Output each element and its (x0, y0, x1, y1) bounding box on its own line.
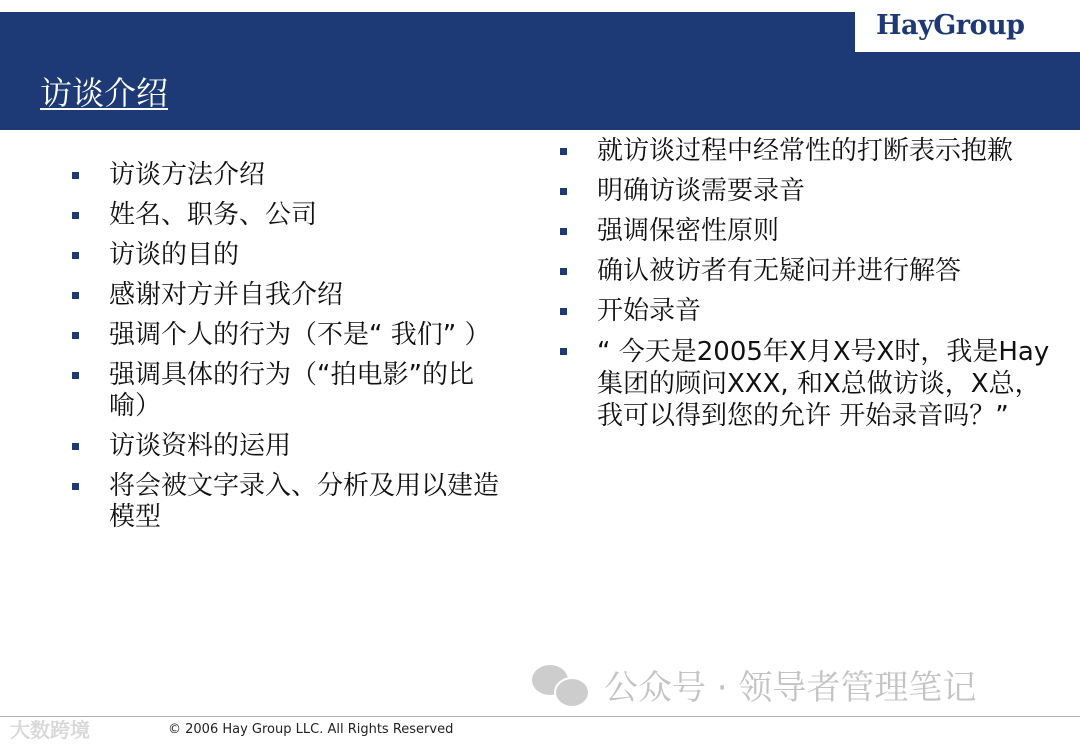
footer-copyright: © 2006 Hay Group LLC. All Rights Reserved (168, 722, 454, 737)
square-bullet-icon (72, 252, 79, 259)
list-item: 确认被访者有无疑问并进行解答 (560, 256, 1050, 287)
list-item: 将会被文字录入、分析及用以建造模型 (72, 471, 512, 533)
list-item: 感谢对方并自我介绍 (72, 280, 512, 311)
square-bullet-icon (560, 308, 567, 315)
square-bullet-icon (72, 332, 79, 339)
square-bullet-icon (72, 443, 79, 450)
watermark-text: 公众号 · 领导者管理笔记 (604, 668, 977, 708)
footer-divider (0, 716, 1080, 717)
square-bullet-icon (560, 148, 567, 155)
right-bullet-list (560, 136, 1050, 441)
haygroup-logo: HayGroup (876, 10, 1025, 41)
list-item: “ 今天是2005年X月X号X时，我是Hay集团的顾问XXX, 和X总做访谈，X总，我可以得到您的允许 开始录音吗？” (560, 336, 1050, 432)
list-item: 强调保密性原则 (560, 216, 1050, 247)
left-bullet-list (72, 160, 512, 542)
list-item: 访谈资料的运用 (72, 431, 512, 462)
list-item: 访谈方法介绍 (72, 160, 512, 191)
square-bullet-icon (72, 483, 79, 490)
square-bullet-icon (72, 212, 79, 219)
list-item: 强调具体的行为（“拍电影”的比喻） (72, 360, 512, 422)
list-item: 强调个人的行为（不是“ 我们” ） (72, 320, 512, 351)
list-item: 开始录音 (560, 296, 1050, 327)
square-bullet-icon (560, 228, 567, 235)
list-item: 姓名、职务、公司 (72, 200, 512, 231)
list-item: 明确访谈需要录音 (560, 176, 1050, 207)
list-item: 就访谈过程中经常性的打断表示抱歉 (560, 136, 1050, 167)
square-bullet-icon (72, 292, 79, 299)
square-bullet-icon (560, 348, 567, 355)
slide-title: 访谈介绍 (40, 74, 169, 112)
watermark (532, 660, 976, 709)
list-item: 访谈的目的 (72, 240, 512, 271)
square-bullet-icon (560, 188, 567, 195)
square-bullet-icon (72, 372, 79, 379)
wechat-icon (532, 661, 590, 709)
corner-watermark: 大数跨境 (10, 718, 90, 742)
square-bullet-icon (560, 268, 567, 275)
square-bullet-icon (72, 172, 79, 179)
